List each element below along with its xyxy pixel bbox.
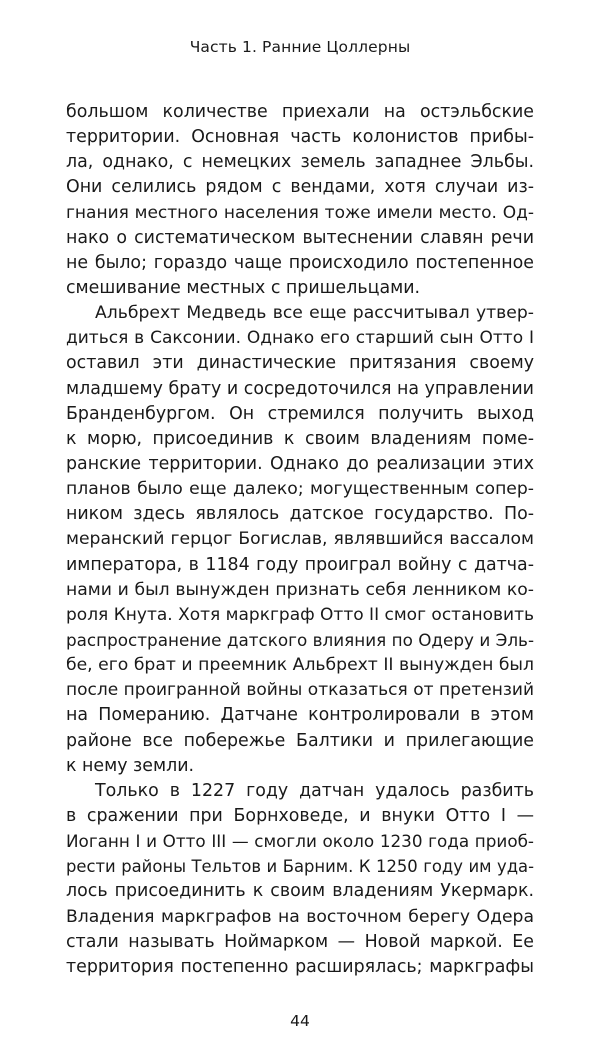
text-line: к морю, присоединив к своим владениям поме- (66, 428, 534, 449)
text-line: императора, в 1184 году проиграл войну с датча- (66, 554, 534, 575)
text-line: на Померанию. Датчане контролировали в этом (66, 705, 534, 726)
text-line: ла, однако, с немецких земель западнее Эльбы. (66, 152, 534, 173)
text-line: нами и был вынужден признать себя ленником ко- (66, 579, 534, 600)
text-line: стали называть Ноймарком — Новой маркой. Ее (66, 931, 534, 952)
text-line: большом количестве приехали на остэльбские (66, 102, 534, 122)
text-line: не было; гораздо чаще происходило постепенное (66, 252, 534, 273)
text-line: планов было еще далеко; могущественным сопер- (66, 479, 534, 500)
body-text (66, 100, 534, 980)
text-line: Альбрехт Медведь все еще рассчитывал утвер- (95, 303, 534, 324)
text-line: роля Кнута. Хотя маркграф Отто II смог остановить (66, 604, 534, 625)
text-line: Они селились рядом с вендами, хотя случаи из- (66, 177, 534, 198)
text-line: после проигранной войны отказаться от претензий (66, 680, 534, 701)
text-line: территории. Основная часть колонистов прибы- (66, 127, 534, 148)
text-line: оставил эти династические притязания своему (66, 353, 534, 374)
text-line: бе, его брат и преемник Альбрехт II вынужден был (66, 655, 534, 676)
text-line: районе все побережье Балтики и прилегающие (66, 730, 534, 751)
text-line: к нему земли. (66, 755, 195, 776)
text-line: гнания местного населения тоже имели место. Од- (66, 202, 534, 223)
text-line: Владения маркграфов на восточном берегу Одера (66, 906, 534, 927)
text-line: лось присоединить к своим владениям Укермарк. (66, 881, 534, 902)
text-line: ником здесь являлось датское государство. По- (66, 504, 534, 525)
running-head: Часть 1. Ранние Цоллерны (189, 38, 411, 56)
text-line: диться в Саксонии. Однако его старший сын Отто I (66, 328, 534, 349)
text-line: распространение датского влияния по Одеру и Эль- (66, 629, 534, 650)
page-number: 44 (290, 1012, 310, 1030)
text-line: ранские территории. Однако до реализации этих (66, 453, 534, 474)
text-line: территория постепенно расширялась; маркграфы (66, 956, 534, 977)
text-line: рести районы Тельтов и Барним. К 1250 году им уда- (66, 857, 534, 877)
text-line: Только в 1227 году датчан удалось разбить (95, 780, 534, 801)
text-line: младшему брату и сосредоточился на управлении (66, 378, 534, 399)
text-line: Иоганн I и Отто III — смогли около 1230 года приоб- (66, 831, 534, 852)
text-line: меранский герцог Богислав, являвшийся вассалом (66, 529, 534, 550)
text-line: нако о систематическом вытеснении славян речи (66, 227, 534, 248)
text-line: в сражении при Борнховеде, и внуки Отто I — (66, 805, 534, 826)
text-line: смешивание местных с пришельцами. (66, 277, 421, 298)
text-line: Бранденбургом. Он стремился получить выход (66, 403, 534, 424)
